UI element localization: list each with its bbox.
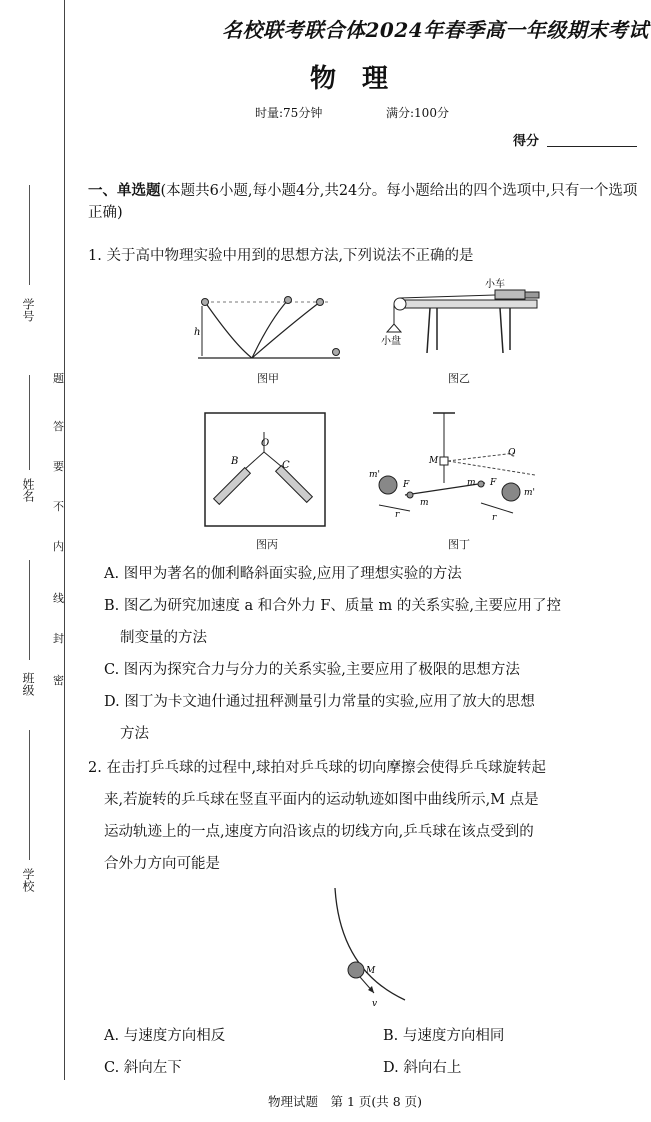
label-h: h — [194, 327, 201, 338]
label-f-left: F — [403, 480, 410, 490]
seal-char: 封 — [53, 632, 64, 645]
school-label: 学校 — [21, 868, 35, 892]
full-score: 满分:100分 — [386, 106, 449, 120]
caption-jia: 图甲 — [257, 372, 279, 385]
seal-char: 题 — [53, 372, 64, 385]
score-blank[interactable] — [547, 146, 637, 147]
label-m-right: m — [467, 478, 476, 488]
q2-option-c: C. 斜向左下 — [104, 1060, 182, 1076]
seal-char: 密 — [53, 674, 64, 687]
student-name-label: 姓名 — [21, 478, 35, 502]
label-r-left: r — [395, 510, 400, 520]
label-v: v — [372, 999, 378, 1009]
label-q: Q — [508, 448, 516, 458]
subject-title: 物理 — [310, 64, 415, 94]
q2-option-b: B. 与速度方向相同 — [383, 1028, 505, 1044]
label-f-right: F — [490, 478, 497, 488]
question-2-stem: 来,若旋转的乒乓球在竖直平面内的运动轨迹如图中曲线所示,M 点是 — [104, 792, 539, 808]
question-2-stem: 2. 在击打乒乓球的过程中,球拍对乒乓球的切向摩擦会使得乒乓球旋转起 — [88, 760, 547, 776]
q2-option-a: A. 与速度方向相反 — [104, 1028, 226, 1044]
page-footer: 物理试题 第 1 页(共 8 页) — [268, 1094, 423, 1109]
school-blank[interactable] — [29, 730, 30, 860]
label-car: 小车 — [485, 279, 505, 290]
label-c: C — [282, 460, 290, 471]
binding-line — [64, 0, 65, 1080]
q1-option-b: B. 图乙为研究加速度 a 和合外力 F、质量 m 的关系实验,主要应用了控 — [104, 598, 561, 614]
figure-bing — [204, 412, 326, 528]
label-mp-left: m' — [369, 470, 381, 480]
caption-bing: 图丙 — [256, 538, 278, 551]
label-m-point: M — [429, 456, 439, 466]
question-1-stem: 1. 关于高中物理实验中用到的思想方法,下列说法不正确的是 — [88, 248, 474, 264]
label-mp-right: m' — [524, 488, 536, 498]
seal-char: 内 — [53, 540, 64, 553]
figure-trajectory — [320, 885, 420, 1015]
label-m: M — [366, 966, 376, 976]
score-label: 得分 — [513, 134, 540, 149]
q1-option-d-cont: 方法 — [120, 726, 149, 742]
student-id-label: 学号 — [21, 298, 35, 322]
caption-yi: 图乙 — [448, 372, 470, 385]
seal-char: 不 — [53, 500, 64, 513]
q1-option-c: C. 图丙为探究合力与分力的关系实验,主要应用了极限的思想方法 — [104, 662, 520, 678]
q2-option-d: D. 斜向右上 — [383, 1060, 462, 1076]
section-instruction: (本题共6小题,每小题4分,共24分。每小题给出的四个选项中,只有一个选项正确) — [88, 183, 638, 221]
student-id-blank[interactable] — [29, 185, 30, 285]
student-name-blank[interactable] — [29, 375, 30, 470]
label-r-right: r — [492, 513, 497, 523]
question-2-stem: 运动轨迹上的一点,速度方向沿该点的切线方向,乒乓球在该点受到的 — [104, 824, 534, 840]
label-m-left: m — [420, 498, 429, 508]
class-label: 班级 — [21, 672, 35, 696]
section-title: 一、单选题 — [88, 182, 161, 199]
seal-char: 答 — [53, 420, 64, 433]
q1-option-a: A. 图甲为著名的伽利略斜面实验,应用了理想实验的方法 — [104, 566, 462, 582]
label-o: O — [261, 438, 270, 449]
caption-ding: 图丁 — [448, 538, 470, 551]
q1-option-d: D. 图丁为卡文迪什通过扭秤测量引力常量的实验,应用了放大的思想 — [104, 694, 535, 710]
seal-char: 线 — [53, 592, 64, 605]
label-b: B — [231, 456, 239, 467]
figure-ding — [365, 405, 545, 530]
figure-yi — [375, 278, 545, 358]
class-blank[interactable] — [29, 560, 30, 660]
section-heading — [88, 180, 638, 224]
q1-option-b-cont: 制变量的方法 — [120, 630, 207, 646]
label-plate: 小盘 — [381, 336, 401, 347]
seal-char: 要 — [53, 460, 64, 473]
figure-jia — [190, 290, 350, 380]
time-limit: 时量:75分钟 — [255, 106, 323, 120]
question-2-stem: 合外力方向可能是 — [104, 856, 220, 872]
exam-title: 名校联考联合体2024年春季高一年级期末考试 — [222, 18, 649, 42]
